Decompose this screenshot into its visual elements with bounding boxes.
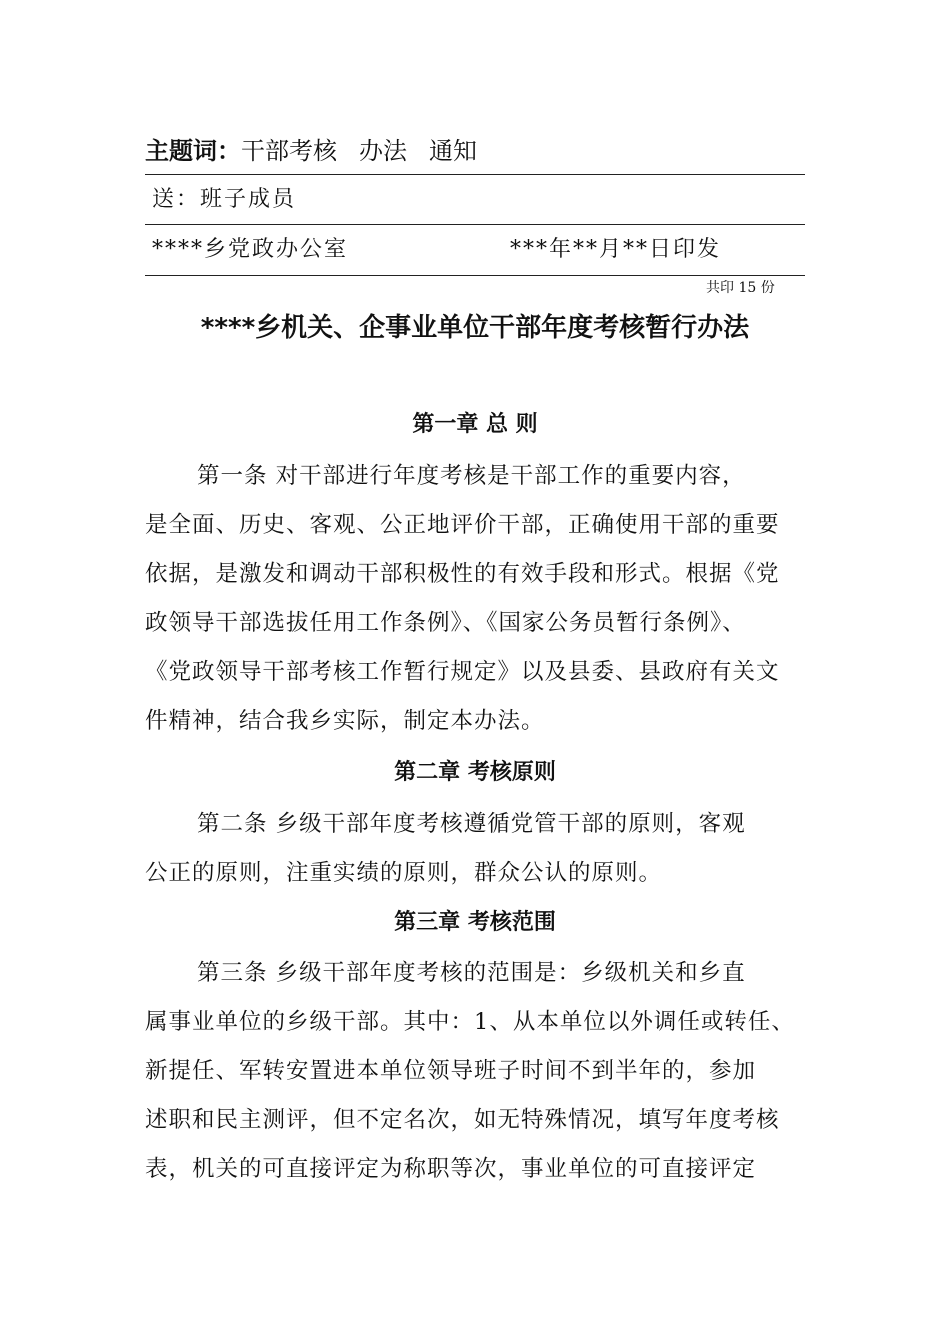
text-line: 表，机关的可直接评定为称职等次，事业单位的可直接评定 (145, 1156, 757, 1182)
text-line: 《党政领导干部考核工作暂行规定》以及县委、县政府有关文 (145, 659, 780, 685)
text-line: 依据，是激发和调动干部积极性的有效手段和形式。根据《党 (145, 561, 780, 587)
text-line: 第一条 对干部进行年度考核是干部工作的重要内容， (197, 463, 746, 489)
issuer-row (152, 228, 802, 272)
divider-line (145, 174, 805, 175)
subject-keywords-row (145, 128, 805, 174)
keyword-2: 办法 (359, 137, 407, 165)
chapter-heading: 第三章 考核范围 (394, 910, 556, 935)
subject-label: 主题词： (145, 137, 241, 165)
document-title: ****乡机关、企事业单位干部年度考核暂行办法 (200, 313, 750, 343)
text-line: 属事业单位的乡级干部。其中：1、从本单位以外调任或转任、 (145, 1009, 795, 1035)
text-line: 述职和民主测评，但不定名次，如无特殊情况，填写年度考核 (145, 1107, 780, 1133)
text-line: 新提任、军转安置进本单位领导班子时间不到半年的，参加 (145, 1058, 757, 1084)
chapter-heading: 第二章 考核原则 (394, 760, 556, 785)
divider-line (145, 275, 805, 276)
chapter-heading: 第一章 总 则 (412, 412, 538, 437)
article-paragraph (145, 452, 835, 746)
text-line: 政领导干部选拔任用工作条例》、《国家公务员暂行条例》、 (145, 610, 746, 636)
text-line: 公正的原则，注重实绩的原则，群众公认的原则。 (145, 860, 663, 886)
keyword-3: 通知 (429, 137, 477, 165)
issuer-name: ****乡党政办公室 (152, 237, 349, 262)
article-paragraph (145, 800, 835, 898)
divider-line (145, 224, 805, 225)
text-line: 是全面、历史、客观、公正地评价干部，正确使用干部的重要 (145, 512, 780, 538)
send-to-line: 送：班子成员 (152, 187, 297, 212)
text-line: 件精神，结合我乡实际，制定本办法。 (145, 708, 545, 734)
text-line: 第三条 乡级干部年度考核的范围是：乡级机关和乡直 (197, 960, 746, 986)
keyword-1: 干部考核 (241, 137, 337, 165)
text-line: 第二条 乡级干部年度考核遵循党管干部的原则，客观 (197, 811, 746, 837)
article-paragraph (145, 949, 835, 1194)
issue-date: ***年**月**日印发 (510, 237, 722, 262)
copies-count: 共印 15 份 (706, 280, 775, 296)
